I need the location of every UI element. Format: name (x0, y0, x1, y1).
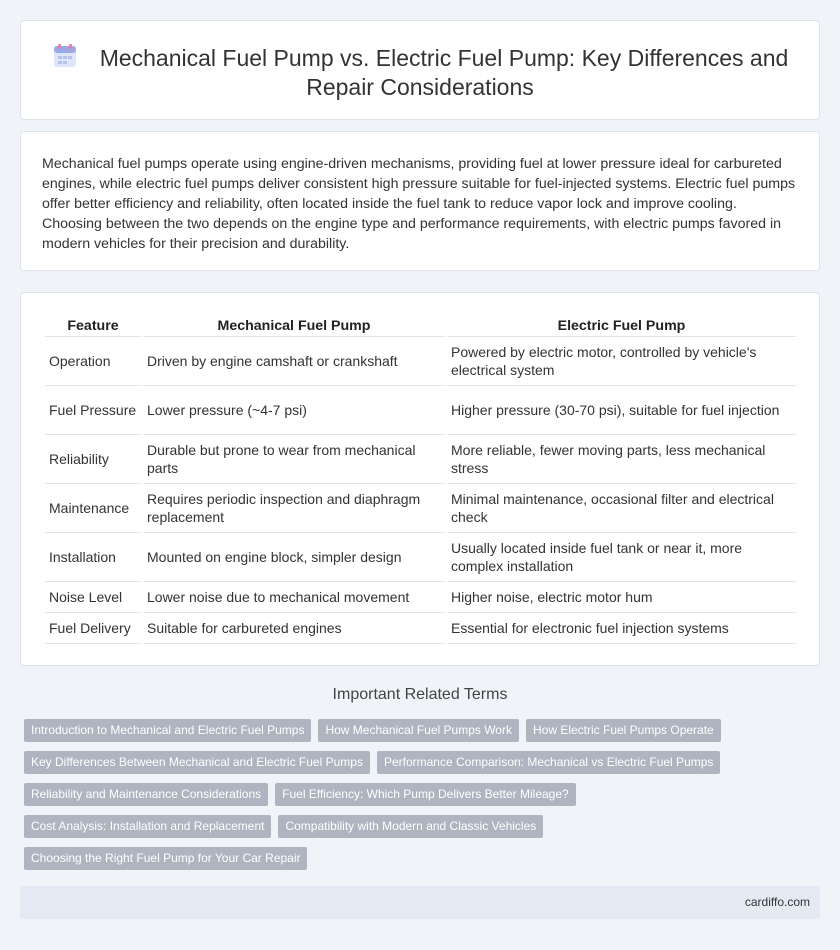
tag-row (24, 751, 824, 774)
header-mechanical: Mechanical Fuel Pump (143, 311, 445, 337)
intro-card (20, 131, 820, 271)
related-term-tag[interactable]: Cost Analysis: Installation and Replacement (24, 815, 271, 838)
title-wrap (21, 43, 819, 102)
table-row (45, 386, 796, 435)
related-terms-heading: Important Related Terms (332, 686, 508, 703)
feature-cell: Maintenance (45, 484, 141, 533)
table-row (45, 337, 796, 386)
related-term-tag[interactable]: Key Differences Between Mechanical and Electric Fuel Pumps (24, 751, 370, 774)
mechanical-cell: Lower noise due to mechanical movement (143, 582, 445, 613)
electric-cell: Essential for electronic fuel injection systems (447, 613, 796, 644)
feature-cell: Noise Level (45, 582, 141, 613)
comparison-table (43, 311, 798, 644)
table-header-row (45, 311, 796, 337)
electric-cell: More reliable, fewer moving parts, less mechanical stress (447, 435, 796, 484)
related-term-tag[interactable]: Fuel Efficiency: Which Pump Delivers Better Mileage? (275, 783, 576, 806)
footer (20, 886, 820, 919)
table-row (45, 435, 796, 484)
related-terms-list (24, 719, 824, 879)
mechanical-cell: Durable but prone to wear from mechanical parts (143, 435, 445, 484)
table-row (45, 533, 796, 582)
intro-paragraph: Mechanical fuel pumps operate using engine-driven mechanisms, providing fuel at lower pressure ideal for carbureted engines, while electric fuel pumps deliver consistent high pressure suitable for fuel-injected systems. Electric fuel pumps offer better efficiency and reliability, often located inside the fuel tank to reduce vapor lock and improve cooling. Choosing between the two depends on the engine type and performance requirements, with electric pumps favored in modern vehicles for their precision and durability. (42, 156, 796, 252)
mechanical-cell: Suitable for carbureted engines (143, 613, 445, 644)
page-title: Mechanical Fuel Pump vs. Electric Fuel Pump: Key Differences and Repair Considerations (99, 45, 789, 100)
electric-cell: Minimal maintenance, occasional filter and electrical check (447, 484, 796, 533)
header-electric: Electric Fuel Pump (447, 311, 796, 337)
related-term-tag[interactable]: How Electric Fuel Pumps Operate (526, 719, 721, 742)
electric-cell: Powered by electric motor, controlled by vehicle's electrical system (447, 337, 796, 386)
related-term-tag[interactable]: Compatibility with Modern and Classic Vehicles (278, 815, 543, 838)
header-feature: Feature (45, 311, 141, 337)
electric-cell: Usually located inside fuel tank or near it, more complex installation (447, 533, 796, 582)
related-term-tag[interactable]: Choosing the Right Fuel Pump for Your Car Repair (24, 847, 307, 870)
title-card (20, 20, 820, 120)
related-term-tag[interactable]: Performance Comparison: Mechanical vs Electric Fuel Pumps (377, 751, 720, 774)
mechanical-cell: Requires periodic inspection and diaphragm replacement (143, 484, 445, 533)
related-term-tag[interactable]: Introduction to Mechanical and Electric Fuel Pumps (24, 719, 311, 742)
tag-row (24, 815, 824, 838)
electric-cell: Higher noise, electric motor hum (447, 582, 796, 613)
mechanical-cell: Lower pressure (~4-7 psi) (143, 386, 445, 435)
related-term-tag[interactable]: How Mechanical Fuel Pumps Work (318, 719, 519, 742)
tag-row (24, 847, 824, 870)
comparison-table-card (20, 292, 820, 666)
feature-cell: Fuel Delivery (45, 613, 141, 644)
table-row (45, 484, 796, 533)
feature-cell: Installation (45, 533, 141, 582)
electric-cell: Higher pressure (30-70 psi), suitable for fuel injection (447, 386, 796, 435)
related-term-tag[interactable]: Reliability and Maintenance Considerations (24, 783, 268, 806)
table-row (45, 613, 796, 644)
tag-row (24, 783, 824, 806)
calendar-icon (52, 43, 78, 69)
mechanical-cell: Driven by engine camshaft or crankshaft (143, 337, 445, 386)
feature-cell: Reliability (45, 435, 141, 484)
table-row (45, 582, 796, 613)
feature-cell: Fuel Pressure (45, 386, 141, 435)
tag-row (24, 719, 824, 742)
feature-cell: Operation (45, 337, 141, 386)
footer-site-link[interactable]: cardiffo.com (744, 895, 810, 909)
mechanical-cell: Mounted on engine block, simpler design (143, 533, 445, 582)
